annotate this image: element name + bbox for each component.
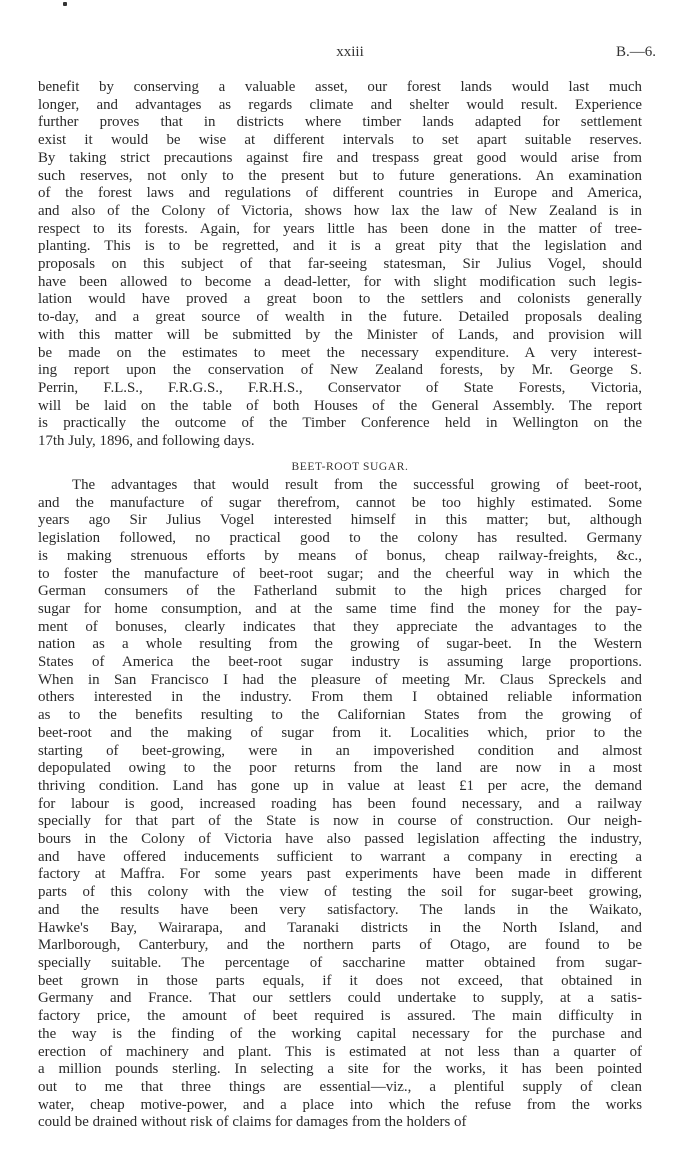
text-line: and the results have been very satisfactory. The lands in the Waikato,	[38, 901, 642, 918]
text-line: of the forest laws and regulations of different countries in Europe and America,	[38, 185, 642, 202]
text-line: States of America the beet-root sugar industry is assuming large proportions.	[38, 654, 642, 671]
text-line: could be drained without risk of claims for damages from the holders of	[38, 1114, 467, 1131]
text-line: 17th July, 1896, and following days.	[38, 433, 255, 450]
text-line: out to me that three things are essential—viz., a plentiful supply of clean	[38, 1078, 642, 1095]
text-line: Perrin, F.L.S., F.R.G.S., F.R.H.S., Conservator of State Forests, Victoria,	[38, 379, 642, 396]
text-line: is making strenuous efforts by means of bonus, cheap railway-freights, &c.,	[38, 547, 642, 564]
text-line: beet grown in those parts equals, if it does not exceed, that obtained in	[38, 972, 642, 989]
text-line: factory price, the amount of beet required is assured. The main difficulty in	[38, 1008, 642, 1025]
text-line: erection of machinery and plant. This is estimated at not less than a quarter of	[38, 1043, 642, 1060]
text-line: German consumers of the Fatherland submit to the high prices charged for	[38, 583, 642, 600]
text-line: further proves that in districts where timber lands adapted for settlement	[38, 114, 642, 131]
text-line: as to the benefits resulting to the Californian States from the growing of	[38, 707, 642, 724]
text-line: exist it would be wise at different intervals to set apart suitable reserves.	[38, 132, 642, 149]
text-line: By taking strict precautions against fire and trespass great good would arise from	[38, 149, 642, 166]
text-line: for labour is good, increased roading has been found necessary, and a railway	[38, 795, 642, 812]
text-line: ment of bonuses, clearly indicates that they appreciate the advantages to the	[38, 618, 642, 635]
text-line: respect to its forests. Again, for years little has been done in the matter of tree-	[38, 220, 642, 237]
text-line: and have offered inducements sufficient to warrant a company in erecting a	[38, 848, 642, 865]
text-line: a million pounds sterling. In selecting a site for the works, it has been pointed	[38, 1061, 642, 1078]
text-line: have been allowed to become a dead-letter, for with slight modification such legis-	[38, 273, 642, 290]
text-line: parts of this colony with the view of testing the soil for sugar-beet growing,	[38, 884, 642, 901]
text-line: water, cheap motive-power, and a place into which the refuse from the works	[38, 1096, 642, 1113]
text-line: planting. This is to be regretted, and it is a great pity that the legislation and	[38, 238, 642, 255]
text-line: thriving condition. Land has gone up in value at least £1 per acre, the demand	[38, 777, 642, 794]
text-line: ing report upon the conservation of New Zealand forests, by Mr. George S.	[38, 362, 642, 379]
text-line: lation would have proved a great boon to the settlers and colonists generally	[38, 291, 642, 308]
page-header	[0, 44, 700, 66]
text-line: beet-root and the making of sugar from it. Localities which, prior to the	[38, 724, 642, 741]
text-line: starting of beet-growing, were in an impoverished condition and almost	[38, 742, 642, 759]
text-line: to-day, and a great source of wealth in the future. Detailed proposals dealing	[38, 309, 642, 326]
text-line: Marlborough, Canterbury, and the northern parts of Otago, are found to be	[38, 937, 642, 954]
text-line: The advantages that would result from the successful growing of beet-root,	[72, 477, 642, 493]
beet-root-sugar-paragraph	[38, 477, 642, 1132]
text-line: Hawke's Bay, Wairarapa, and Taranaki districts in the North Island, and	[38, 919, 642, 936]
text-line: the way is the finding of the working capital necessary for the purchase and	[38, 1025, 642, 1042]
text-line: When in San Francisco I had the pleasure of meeting Mr. Claus Spreckels and	[38, 671, 642, 688]
text-line: Germany and France. That our settlers could undertake to supply, at a satis-	[38, 990, 642, 1007]
text-line: factory at Maffra. For some years past experiments have been made in different	[38, 866, 642, 883]
print-speck	[63, 2, 67, 6]
document-reference: B.—6.	[615, 44, 656, 60]
text-line: and also of the Colony of Victoria, shows how lax the law of New Zealand is in	[38, 202, 642, 219]
text-line: and the manufacture of sugar therefrom, cannot be too highly estimated. Some	[38, 494, 642, 511]
text-line: be made on the estimates to meet the necessary expenditure. A very interest-	[38, 344, 642, 361]
page-number: xxiii	[336, 44, 364, 60]
text-line: proposals on this subject of that far-seeing statesman, Sir Julius Vogel, should	[38, 256, 642, 273]
forest-paragraph	[38, 79, 642, 451]
section-heading: BEET-ROOT SUGAR.	[291, 461, 409, 473]
text-line: longer, and advantages as regards climate and shelter would result. Experience	[38, 96, 642, 113]
text-line: benefit by conserving a valuable asset, our forest lands would last much	[38, 79, 642, 95]
text-line: with this matter will be submitted by the Minister of Lands, and provision will	[38, 326, 642, 343]
text-line: legislation followed, no practical good to the colony has resulted. Germany	[38, 530, 642, 547]
text-line: to foster the manufacture of beet-root sugar; and the cheerful way in which the	[38, 565, 642, 582]
text-line: others interested in the industry. From them I obtained reliable information	[38, 689, 642, 706]
text-line: nation as a whole resulting from the growing of sugar-beet. In the Western	[38, 636, 642, 653]
text-line: specially for that part of the State is now in course of construction. Our neigh-	[38, 813, 642, 830]
text-line: bours in the Colony of Victoria have also passed legislation affecting the industry,	[38, 831, 642, 848]
text-line: sugar for home consumption, and at the same time find the money for the pay-	[38, 600, 642, 617]
text-line: specially suitable. The percentage of saccharine matter obtained from sugar-	[38, 954, 642, 971]
text-line: years ago Sir Julius Vogel interested himself in this matter; but, although	[38, 512, 642, 529]
text-line: will be laid on the table of both Houses of the General Assembly. The report	[38, 397, 642, 414]
text-line: is practically the outcome of the Timber Conference held in Wellington on the	[38, 415, 642, 432]
text-line: depopulated owing to the poor returns from the land are now in a most	[38, 760, 642, 777]
text-line: such reserves, not only to the present but to future generations. An examination	[38, 167, 642, 184]
